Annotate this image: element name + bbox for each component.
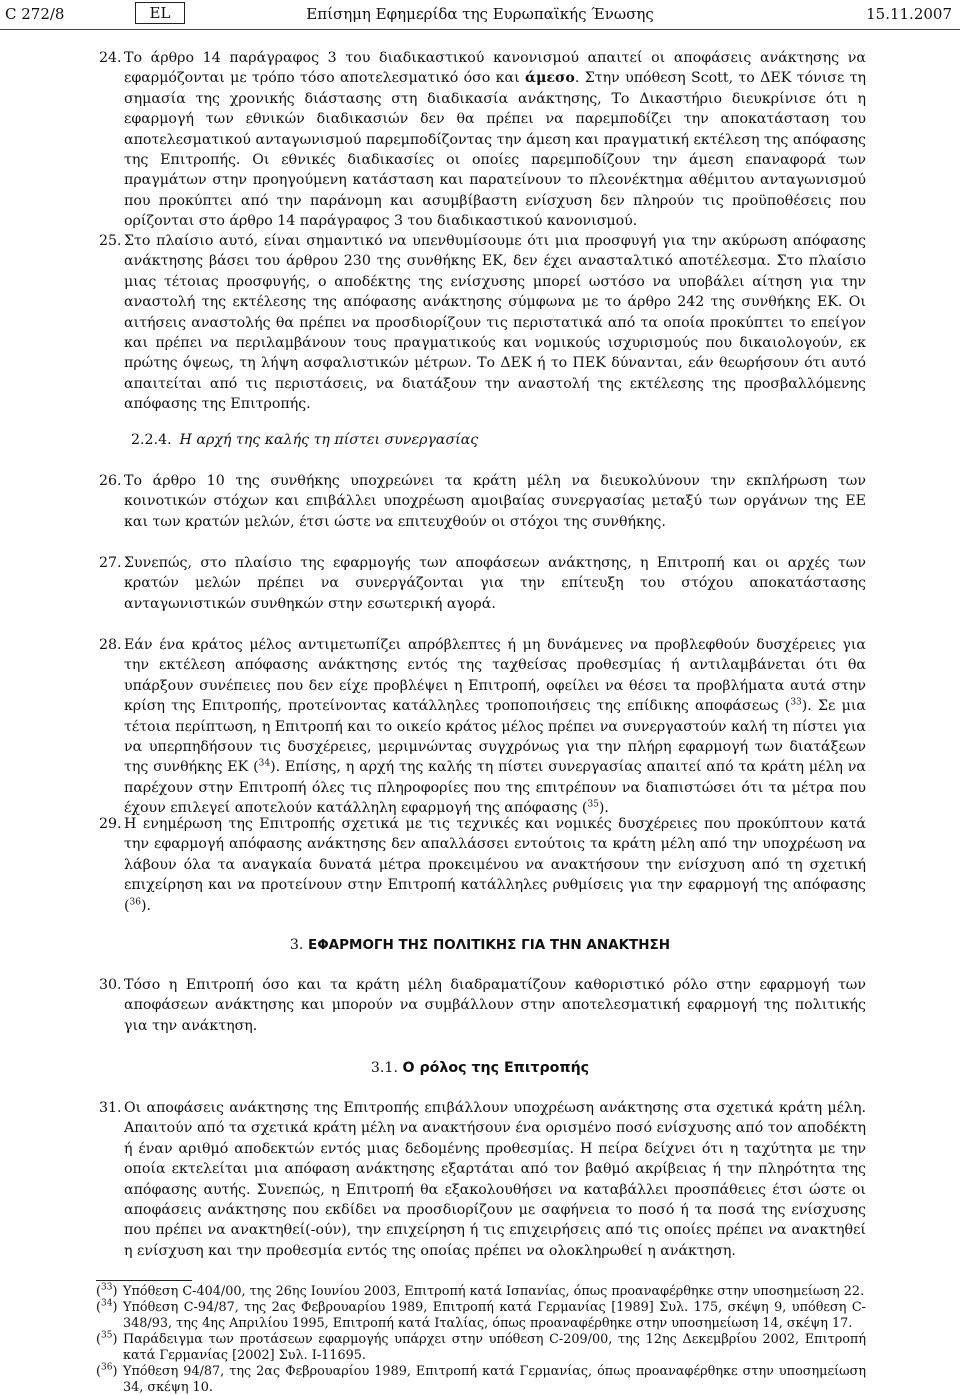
footnote-33 — [96, 1284, 866, 1300]
paragraph-number: 28. — [99, 637, 122, 653]
paragraph-26 — [99, 471, 866, 532]
paragraph-text: Συνεπώς, στο πλαίσιο της εφαρμογής των αποφάσεων ανάκτησης, η Επιτροπή και οι αρχές των κρατών μελών πρέπει να συνεργάζονται για την επίτευξη του στόχου αποκατάστασης ανταγωνιστικών συνθηκών στην εσωτερική αγορά. — [124, 555, 866, 612]
text-segment: Η ενημέρωση της Επιτροπής σχετικά με τις τεχνικές και νομικές δυσχέρειες που προκύπτουν κατά την εφαρμογή απόφασης ανάκτησης δεν απαλλάσσει εντούτοις τα κράτη μέλη από την υποχρέωση να λάβουν όλα τα αναγκαία δυνατά μέτρα προκειμένου να ανακτήσουν την ενίσχυση από τη σχετική επιχείρηση και να προτείνουν στην Επιτροπή κατάλληλες ρυθμίσεις για την εφαρμογή της απόφασης ( — [124, 816, 866, 914]
paragraph-number: 24. — [99, 50, 122, 66]
footnote-ref[interactable]: 33 — [790, 697, 802, 708]
page-header — [0, 0, 960, 30]
footnote-number: 36 — [101, 1362, 113, 1373]
paragraph-text — [124, 814, 866, 916]
paragraph-number: 29. — [99, 816, 122, 832]
footnote-text: Υπόθεση C-94/87, της 2ας Φεβρουαρίου 1989, Επιτροπή κατά Γερμανίας [1989] Συλ. 175, σκέψη 9, υπόθεση C-348/93, της 4ης Απριλίου 1995, Επιτροπή κατά Ιταλίας, όπως προαναφέρθηκε στην υποσημείωση 14, σκέψη 17. — [123, 1300, 866, 1331]
text-segment: . Στην υπόθεση Scott, το ΔΕΚ τόνισε τη σημασία της χρονικής διάστασης στη διαδικασία ανάκτησης, Το Δικαστήριο διευκρίνισε ότι η εφαρμογή των εθνικών διαδικασιών δεν θα πρέπει να παρεμποδίζει την αποκατάσταση του αποτελεσματικού ανταγωνισμού παρεμποδίζοντας την άμεση και πραγματική εκτέλεση της απόφασης της Επιτροπής. Οι εθνικές διαδικασίες οι οποίες παρεμποδίζουν την άμεση επαναφορά των πραγμάτων στην προηγούμενη κατάσταση και παρατείνουν το πλεονέκτημα αθέμιτου ανταγωνισμού που προκύπτει από την παράνομη και ασυμβίβαστη ενίσχυση δεν πληρούν τις προϋποθέσεις που ορίζονται στο άρθρο 14 παράγραφος 3 του διαδικαστικού κανονισμού. — [124, 70, 866, 230]
footnote-number: 35 — [101, 1330, 113, 1341]
footnote-label: ($^{33}$) — [96, 1282, 118, 1299]
paragraph-text: Οι αποφάσεις ανάκτησης της Επιτροπής επιβάλλουν υποχρέωση ανάκτησης στα σχετικά κράτη μέλη. Απαιτούν από τα σχετικά κράτη μέλη να ανακτήσουν ένα ορισμένο ποσό ενίσχυσης από τον αποδέκτη ή έναν αριθμό αποδεκτών εντός μιας δεδομένης προθεσμίας. Η πείρα δείχνει ότι η ταχύτητα με την οποία εκτελείται μια απόφαση ανάκτησης εξαρτάται από τον βαθμό ακρίβειας ή την πληρότητα της απόφασης αυτής. Συνεπώς, η Επιτροπή θα εξακολουθήσει να καταβάλλει προσπάθειες έτσι ώστε οι αποφάσεις ανάκτησης που εκδίδει να προσδιορίζουν με σαφήνεια το ποσό ή τα ποσά της ενίσχυσης που πρέπει να ανακτηθεί(-ούν), την επιχείρηση ή τις επιχειρήσεις από τις οποίες πρέπει να ανακτηθεί η ενίσχυση και την προθεσμία εντός της οποίας πρέπει να ολοκληρωθεί η ανάκτηση. — [124, 1100, 866, 1259]
heading-title: Ο ρόλος της Επιτροπής — [402, 1060, 590, 1076]
publication-date: 15.11.2007 — [866, 5, 952, 23]
paragraph-number: 27. — [99, 555, 122, 571]
footnote-ref[interactable]: 34 — [258, 758, 271, 769]
footnote-text: Υπόθεση C-404/00, της 26ης Ιουνίου 2003, Επιτροπή κατά Ισπανίας, όπως προαναφέρθηκε στην υποσημείωση 22. — [123, 1284, 865, 1299]
footnote-35 — [96, 1332, 866, 1363]
paragraph-text: Στο πλαίσιο αυτό, είναι σημαντικό να υπενθυμίσουμε ότι μια προσφυγή για την ακύρωση απόφασης ανάκτησης βάσει του άρθρου 230 της συνθήκης ΕΚ, δεν έχει ανασταλτικό αποτέλεσμα. Στο πλαίσιο μιας τέτοιας προσφυγής, ο αποδέκτης της ενίσχυσης μπορεί ωστόσο να υποβάλει αίτηση για την αναστολή της εκτέλεσης της απόφασης ανάκτησης σύμφωνα με το άρθρο 242 της συνθήκης ΕΚ. Οι αιτήσεις αναστολής θα πρέπει να προσδιορίζουν τις περιστατικά από τα οποία προκύπτει το επείγον και πρέπει να περιλαμβάνουν τους πραγματικούς και νομικούς ισχυρισμούς που δικαιολογούν, εκ πρώτης όψεως, τη λήψη ασφαλιστικών μέτρων. Το ΔΕΚ ή το ΠΕΚ δύνανται, εάν θεωρήσουν ότι αυτό απαιτείται από τις περιστάσεις, να διατάξουν την αναστολή της εκτέλεσης της προσβαλλόμενης απόφασης της Επιτροπής. — [124, 233, 866, 413]
footnote-ref[interactable]: 36 — [129, 896, 141, 907]
paragraph-number: 25. — [99, 233, 122, 249]
footnote-ref[interactable]: 35 — [587, 799, 599, 810]
header-divider — [0, 29, 960, 30]
text-segment: Εάν ένα κράτος μέλος αντιμετωπίζει απρόβλεπτες ή μη δυνάμενες να προβλεφθούν δυσχέρειες για την εκτέλεση απόφασης ανάκτησης εντός της ταχθείσας προθεσμίας ή αντιλαμβάνεται ότι θα υπάρξουν συνέπειες που δεν είχε προβλέψει η Επιτροπή, οφείλει να θέσει τα προβλήματα αυτά στην κρίση της Επιτροπής, προτείνοντας κατάλληλες τροποποιήσεις της επίδικης αποφάσεως ( — [124, 637, 866, 715]
paragraph-31 — [99, 1098, 866, 1261]
footnote-label: ($^{35}$) — [96, 1330, 118, 1347]
footnote-label: ($^{36}$) — [96, 1362, 118, 1379]
paragraph-number: 30. — [99, 977, 122, 993]
paragraph-number: 26. — [99, 473, 122, 489]
heading-number: 3. — [289, 937, 304, 953]
page-number: C 272/8 — [5, 5, 65, 23]
heading-number: 3.1. — [370, 1060, 398, 1076]
text-segment: ). Επίσης, η αρχή της καλής τη πίστει συνεργασίας απαιτεί από τα κράτη μέλη να παρέχουν στην Επιτροπή όλες τις πληροφορίες που της επιτρέπουν να διαπιστώσει ότι τα μέτρα που έχουν επιλεγεί αποτελούν κατάλληλη εφαρμογή της απόφασης ( — [124, 759, 866, 817]
paragraph-28 — [99, 635, 866, 819]
paragraph-27 — [99, 553, 866, 614]
paragraph-text — [124, 48, 866, 232]
footnote-text: Παράδειγμα των προτάσεων εφαρμογής υπάρχει στην υπόθεση C-209/00, της 12ης Δεκεμβρίου 2002, Επιτροπή κατά Γερμανίας [2002] Συλ. I-11695. — [123, 1332, 866, 1363]
footnote-number: 34 — [101, 1298, 113, 1309]
footnote-36 — [96, 1364, 866, 1395]
heading-title: Η αρχή της καλής τη πίστει συνεργασίας — [179, 432, 479, 448]
section-heading-3 — [0, 935, 960, 955]
paragraph-text — [124, 635, 866, 819]
paragraph-24 — [99, 48, 866, 232]
subsection-heading-2-2-4 — [131, 430, 478, 450]
footnote-34 — [96, 1300, 866, 1331]
heading-number: 2.2.4. — [131, 432, 172, 448]
footnote-label: ($^{34}$) — [96, 1298, 118, 1315]
paragraph-text: Το άρθρο 10 της συνθήκης υποχρεώνει τα κράτη μέλη να διευκολύνουν την εκπλήρωση των κοινοτικών στόχων και επιβάλλει υποχρέωση αμοιβαίας συνεργασίας μεταξύ των οργάνων της ΕΕ και των κρατών μελών, έτσι ώστε να επιτευχθούν οι στόχοι της συνθήκης. — [124, 473, 866, 530]
text-segment: Το άρθρο 14 παράγραφος 3 του διαδικαστικού κανονισμού απαιτεί οι αποφάσεις ανάκτησης να εφαρμόζονται με τρόπο τόσο αποτελεσματικό όσο και — [124, 50, 866, 87]
paragraph-30 — [99, 975, 866, 1036]
language-badge: EL — [135, 2, 185, 24]
footnote-number: 33 — [101, 1282, 113, 1293]
text-segment: ). — [141, 897, 152, 914]
subsection-heading-3-1 — [0, 1058, 960, 1078]
footnote-text: Υπόθεση 94/87, της 2ας Φεβρουαρίου 1989, Επιτροπή κατά Γερμανίας, όπως προαναφέρθηκε στην υποσημείωση 34, σκέψη 10. — [123, 1364, 866, 1395]
paragraph-29 — [99, 814, 866, 916]
text-segment: ). Σε μια τέτοια περίπτωση, η Επιτροπή και το οικείο κράτος μέλος πρέπει να συνεργαστούν καλή τη πίστει για να υπερπηδήσουν τις δυσχέρειες, μεριμνώντας συγχρόνως για την πλήρη εφαρμογή των διατάξεων της συνθήκης ΕΚ ( — [124, 698, 866, 776]
paragraph-25 — [99, 231, 866, 415]
bold-term: άμεσο — [525, 70, 575, 87]
text-segment: ). — [598, 800, 609, 817]
paragraph-text: Τόσο η Επιτροπή όσο και τα κράτη μέλη διαδραματίζουν καθοριστικό ρόλο στην εφαρμογή των αποφάσεων ανάκτησης και μπορούν να συμβάλλουν στην αποτελεσματική εφαρμογή της πολιτικής για την ανάκτηση. — [124, 977, 866, 1034]
paragraph-number: 31. — [99, 1100, 122, 1116]
journal-title: Επίσημη Εφημερίδα της Ευρωπαϊκής Ένωσης — [306, 5, 654, 23]
heading-title: ΕΦΑΡΜΟΓΗ ΤΗΣ ΠΟΛΙΤΙΚΗΣ ΓΙΑ ΤΗΝ ΑΝΑΚΤΗΣΗ — [307, 937, 671, 953]
footnote-divider — [96, 1280, 192, 1281]
